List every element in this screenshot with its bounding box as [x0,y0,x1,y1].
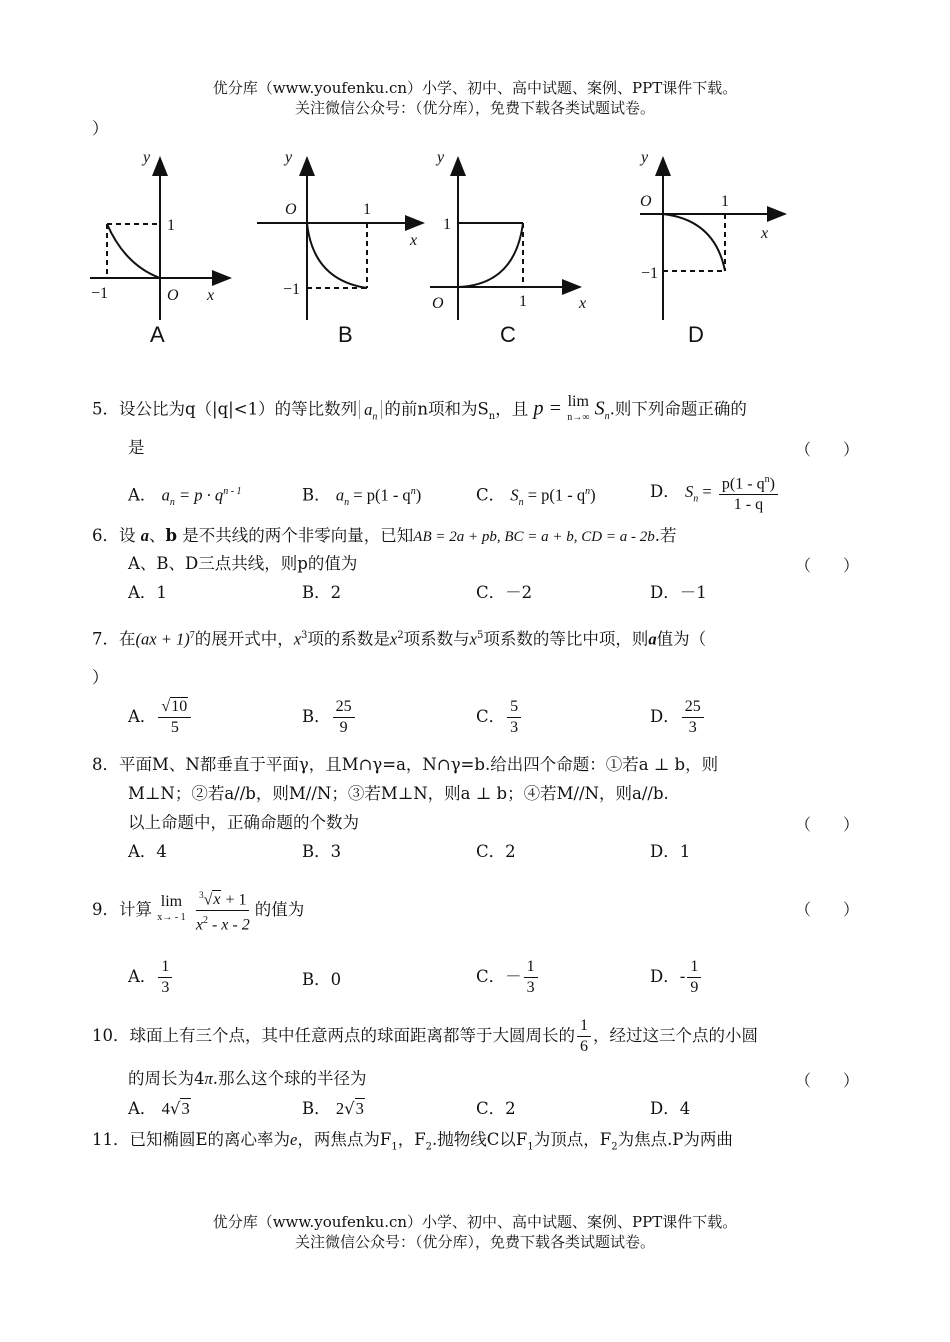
graph-b-curve [307,223,367,288]
q6-option-b: B．2 [302,583,342,602]
q10-option-d: D．4 [650,1099,691,1118]
q10-option-a: A． 4√3 [128,1099,190,1118]
graph-d-curve [663,214,725,271]
q8-option-b: B．3 [302,842,342,861]
q6-answer-paren: （ ） [795,556,860,575]
graph-b-y-label: y [285,149,293,166]
q5-answer-paren: （ ） [795,440,860,459]
header-line-1: 优分库（www.youfenku.cn）小学、初中、高中试题、案例、PPT课件下载。 [212,79,738,97]
q8-option-a: A．4 [128,842,167,861]
graph-a-label: A [150,322,165,347]
q9-answer-paren: （ ） [795,900,860,919]
graph-d-y-label: y [641,149,649,166]
q5-option-d: D． $S_n$ = $\frac{p(1 - q^n)}{1 - q}$ [650,470,780,515]
q10-stem: 10．球面上有三个点，其中任意两点的球面距离都等于大圆周长的 $\frac{1}{6}$ ，经过这三个点的小圆 [92,1017,758,1055]
graph-a-origin: O [167,287,179,304]
q8-option-d: D．1 [650,842,691,861]
graph-c-one-y: 1 [443,216,451,233]
graph-d-origin: O [640,193,652,210]
graph-d-label: D [688,322,704,347]
q9-option-c: C．－ $\frac{1}{3}$ [476,957,540,998]
graph-c-one-x: 1 [519,293,527,310]
q9-option-d: D．- $\frac{1}{9}$ [650,957,703,998]
footer-line-1: 优分库（www.youfenku.cn）小学、初中、高中试题、案例、PPT课件下载。 [212,1213,738,1231]
graph-c-label: C [500,322,516,347]
graph-d-x-label: x [761,225,769,242]
q10-option-c: C．2 [476,1099,516,1118]
q9-option-a: A． $\frac{1}{3}$ [128,957,174,998]
q7-stem: 7．在(ax + 1)$^7$的展开式中，$x^3$项的系数是$x^2$项系数与$x^5$项系数的等比中项，则a值为（ [92,629,707,649]
q5-stem-2: 是 [128,438,145,457]
graph-b-one: 1 [363,201,371,218]
q8-answer-paren: （ ） [795,815,860,834]
q5-stem: 5．设公比为q（|q|<1）的等比数列 $a_n$ 的前n项和为$S_n$，且 p = lim n→∞ $S_n$.则下列命题正确的 [92,393,747,423]
q5-option-c: C． $S_n = p(1 - q^n)$ [476,485,596,508]
footer-line-2: 关注微信公众号：（优分库），免费下载各类试题试卷。 [294,1233,655,1251]
header-line-2: 关注微信公众号：（优分库），免费下载各类试题试卷。 [294,99,655,117]
q9-stem: 9．计算 lim x→ - 1 $\frac{^3√x + 1}{x^2 - x - 2}$ 的值为 [92,885,304,936]
q7-tail: ） [92,668,109,687]
graph-a-neg-one: −1 [91,285,109,302]
graph-a-y-label: y [143,149,151,166]
q6-stem-2: A、B、D三点共线，则p的值为 [128,554,358,573]
graph-d-neg-one: −1 [641,265,659,282]
q11-stem: 11．已知椭圆E的离心率为e，两焦点为$F_1$，$F_2$.抛物线C以$F_1$为顶点，$F_2$为焦点.P为两曲 [92,1130,733,1153]
q8-stem: 8．平面M、N都垂直于平面γ，且M∩γ=a，N∩γ=b.给出四个命题：①若a ⊥ b，则 [92,755,719,774]
graph-c-x-label: x [579,295,587,312]
q6-option-c: C．－2 [476,583,533,602]
graph-b-label: B [338,322,353,347]
graph-a-curve [107,224,160,278]
q5-option-b: B． $a_n = p(1 - q^n)$ [302,485,422,508]
q9-option-b: B．0 [302,970,342,989]
graph-c-origin: O [432,295,444,312]
graph-a-one: 1 [167,217,175,234]
q7-option-b: B． $\frac{25}{9}$ [302,697,357,738]
q7-option-d: D． $\frac{25}{3}$ [650,697,706,738]
q10-option-b: B． 2√3 [302,1099,364,1118]
graph-a-x-label: x [207,287,215,304]
q8-stem-2: M⊥N；②若a//b，则M//N；③若M⊥N，则a ⊥ b；④若M//N，则a//b. [128,784,669,803]
q8-stem-3: 以上命题中，正确命题的个数为 [128,813,359,832]
q10-stem-2: 的周长为4π.那么这个球的半径为 [128,1069,367,1088]
q5-option-a: A． $a_n = p \cdot q^{n - 1}$ [128,485,242,508]
q7-option-c: C． $\frac{5}{3}$ [476,697,523,738]
graph-b-origin: O [285,201,297,218]
q6-option-a: A．1 [128,583,167,602]
q8-option-c: C．2 [476,842,516,861]
q7-option-a: A． $\frac{√10}{5}$ [128,697,193,738]
graph-c-y-label: y [437,149,445,166]
graph-b-neg-one: −1 [283,281,301,298]
q4-tail: ） [92,119,109,138]
q6-stem: 6．设 a、b 是不共线的两个非零向量，已知AB = 2a + pb, BC = a + b, CD = a - 2b.若 [92,526,677,545]
q6-option-d: D．－1 [650,583,707,602]
q10-answer-paren: （ ） [795,1071,860,1090]
graph-b-x-label: x [410,232,418,249]
graph-c-curve [458,223,523,287]
graph-d-one: 1 [721,193,729,210]
